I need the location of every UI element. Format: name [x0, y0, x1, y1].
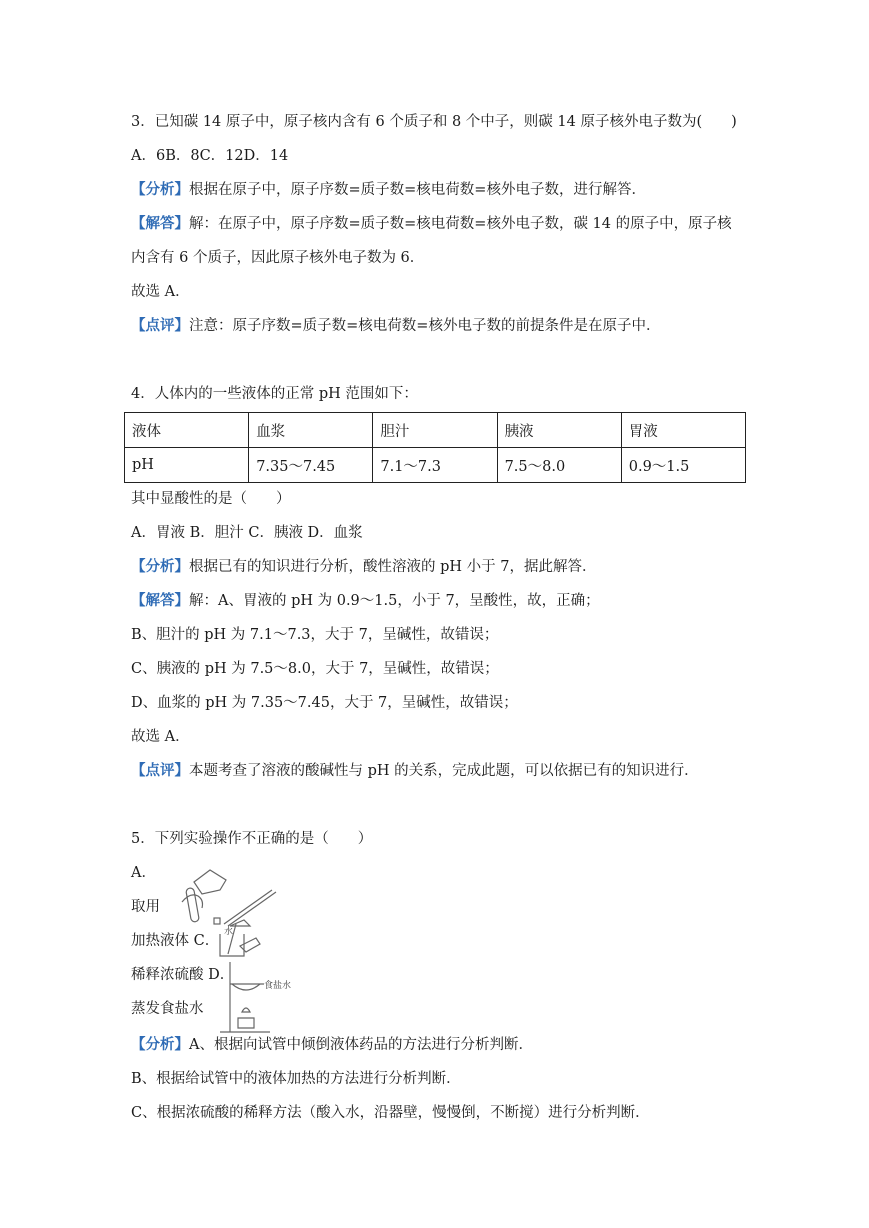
salt-water-label: 食盐水: [264, 981, 292, 991]
analysis-text: 根据已有的知识进行分析，酸性溶液的 pH 小于 7，据此解答．: [189, 559, 597, 575]
q4-analysis: [131, 557, 596, 577]
table-cell: 7.35～7.45: [249, 448, 373, 483]
q5-analysis-a: [131, 1035, 533, 1055]
q5-analysis-b: B、根据给试管中的液体加热的方法进行分析判断．: [131, 1071, 461, 1087]
q4-stem: 4．人体内的一些液体的正常 pH 范围如下：: [131, 386, 418, 402]
q4-options: A．胃液 B．胆汁 C．胰液 D．血浆: [131, 525, 363, 541]
table-header-row: [125, 413, 746, 448]
q4-solution-c: C、胰液的 pH 为 7.5～8.0，大于 7，呈碱性，故错误；: [131, 661, 499, 677]
table-row: [125, 448, 746, 483]
q5-option-b: 加热液体 C．: [131, 933, 220, 949]
analysis-tag: 【分析】: [131, 558, 189, 575]
table-cell: 胃液: [621, 413, 745, 448]
small-vial-icon: [214, 918, 220, 924]
lamp-flame-icon: [242, 1008, 250, 1012]
comment-tag: 【点评】: [131, 317, 189, 334]
q4-answer: 故选 A．: [131, 729, 190, 745]
analysis-tag: 【分析】: [131, 181, 189, 198]
solution-tag: 【解答】: [131, 592, 189, 609]
q4-question: 其中显酸性的是（ ）: [131, 491, 291, 507]
hand-icon: [182, 895, 203, 908]
reagent-bottle-icon: [194, 870, 226, 894]
q3-solution-line-1: [131, 214, 732, 234]
table-cell: 液体: [125, 413, 249, 448]
q5-option-a: A．: [131, 865, 156, 881]
q3-stem: 3．已知碳 14 原子中，原子核内含有 6 个质子和 8 个中子，则碳 14 原子核外电子数为( ): [131, 114, 737, 130]
table-cell: 7.1～7.3: [373, 448, 497, 483]
q4-solution-a: [131, 591, 600, 611]
water-label: 水: [224, 927, 234, 937]
q3-solution-line-2: 内含有 6 个质子，因此原子核外电子数为 6．: [131, 250, 425, 266]
comment-text: 本题考查了溶液的酸碱性与 pH 的关系，完成此题，可以依据已有的知识进行．: [189, 763, 699, 779]
analysis-text: A、根据向试管中倾倒液体药品的方法进行分析判断．: [189, 1037, 533, 1053]
ph-table: [124, 412, 746, 483]
evaporating-dish-icon: [232, 984, 260, 990]
comment-tag: 【点评】: [131, 762, 189, 779]
table-cell: 胆汁: [373, 413, 497, 448]
table-cell: pH: [125, 448, 249, 483]
q5-option-a-text: 取用: [131, 899, 160, 915]
table-cell: 胰液: [497, 413, 621, 448]
solution-text: 解：在原子中，原子序数=质子数=核电荷数=核外电子数，碳 14 的原子中，原子核: [189, 216, 732, 232]
q3-comment: [131, 316, 660, 336]
alcohol-lamp-base-icon: [238, 1018, 254, 1028]
q3-analysis: [131, 180, 646, 200]
q4-solution-d: D、血浆的 pH 为 7.35～7.45，大于 7，呈碱性，故错误；: [131, 695, 518, 711]
analysis-tag: 【分析】: [131, 1036, 189, 1053]
q4-comment: [131, 761, 699, 781]
q5-analysis-c: C、根据浓硫酸的稀释方法（酸入水，沿器壁，慢慢倒，不断搅）进行分析判断．: [131, 1105, 650, 1121]
q3-answer: 故选 A．: [131, 284, 190, 300]
analysis-text: 根据在原子中，原子序数=质子数=核电荷数=核外电子数，进行解答．: [189, 182, 646, 198]
pouring-bottle-icon: [240, 938, 260, 952]
q5-option-d: 蒸发食盐水: [131, 1001, 204, 1017]
test-tube-holder-icon: [224, 890, 276, 926]
table-cell: 血浆: [249, 413, 373, 448]
comment-text: 注意：原子序数=质子数=核电荷数=核外电子数的前提条件是在原子中．: [189, 318, 661, 334]
q5-stem: 5．下列实验操作不正确的是（ ）: [131, 831, 373, 847]
solution-text: 解：A、胃液的 pH 为 0.9～1.5，小于 7，呈酸性，故，正确；: [189, 593, 600, 609]
q3-options: A．6B．8C．12D．14: [131, 148, 289, 164]
q4-solution-b: B、胆汁的 pH 为 7.1～7.3，大于 7，呈碱性，故错误；: [131, 627, 499, 643]
test-tube-icon: [186, 888, 200, 923]
q5-option-c: 稀释浓硫酸 D．: [131, 967, 235, 983]
solution-tag: 【解答】: [131, 215, 189, 232]
table-cell: 0.9～1.5: [621, 448, 745, 483]
table-cell: 7.5～8.0: [497, 448, 621, 483]
lab-apparatus-illustration: [180, 862, 292, 1040]
